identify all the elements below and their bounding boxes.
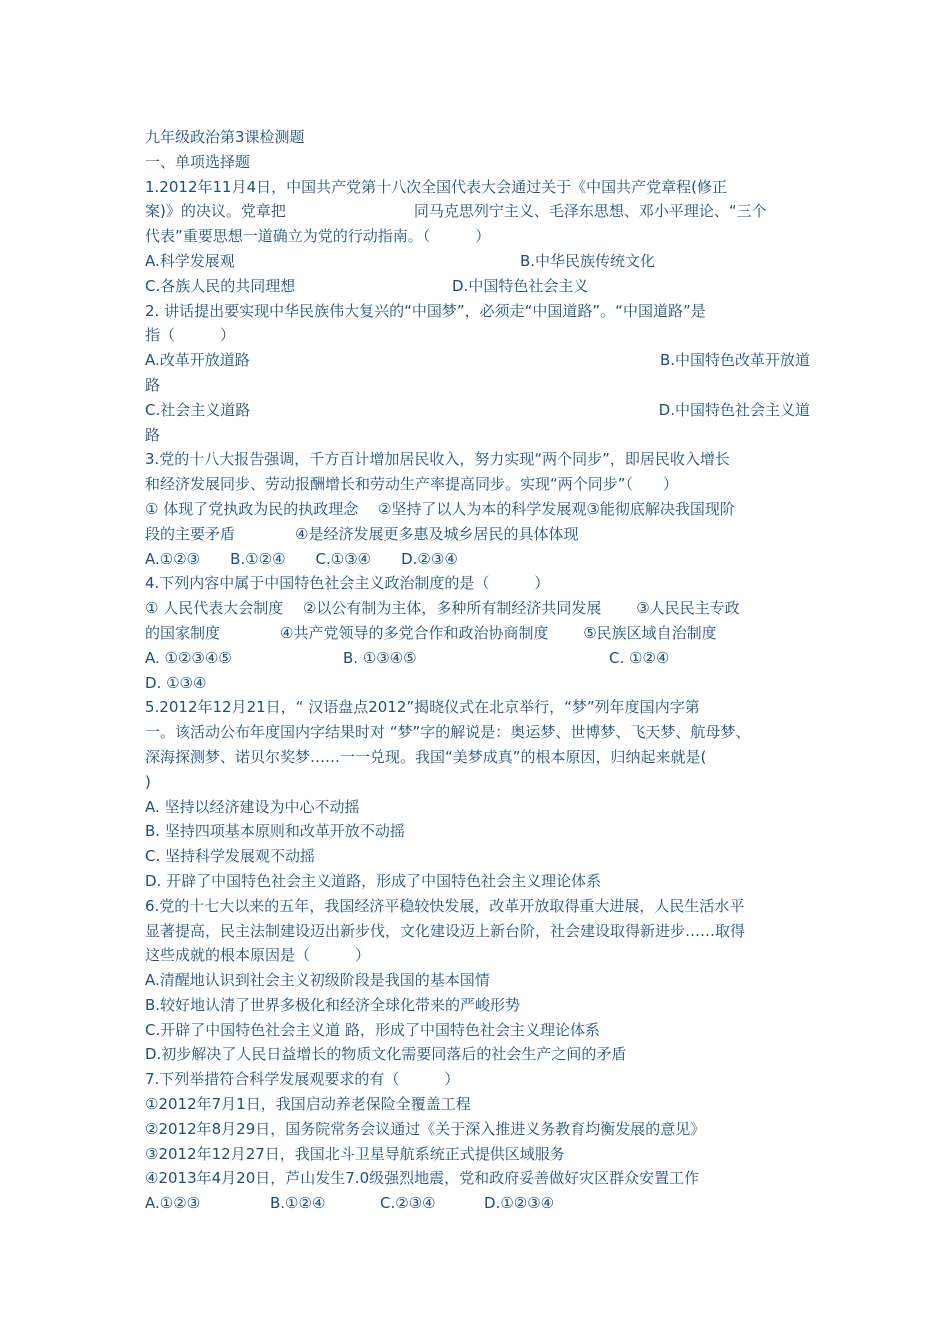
q6-option-d: D.初步解决了人民日益增长的物质文化需要同落后的社会生产之间的矛盾 [145,1045,627,1064]
q1-options-cd [145,274,810,299]
q4-options-abc [145,646,810,671]
q2-option-b-wrap: 路 [145,375,161,394]
q2-option-d: D.中国特色社会主义道 [658,400,810,419]
q5-stem: 5.2012年12月21日，“ 汉语盘点2012”揭晓仪式在北京举行，“梦”列年度国内字第 [145,698,700,717]
q5-stem-4: ) [145,772,151,791]
q4-option-c: C. ①②④ [609,648,670,667]
q2-options-cd [145,398,810,423]
q5-option-d: D. 开辟了中国特色社会主义道路，形成了中国特色社会主义理论体系 [145,871,602,890]
q4-option-a: A. ①②③④⑤ [145,648,232,667]
q5-option-a: A. 坚持以经济建设为中心不动摇 [145,797,360,816]
document-page [145,125,810,1216]
q5-stem-2: 一。该活动公布年度国内字结果时对 “梦”字的解说是：奥运梦、世博梦、飞天梦、航母梦、 [145,723,751,742]
q1-stem: 1.2012年11月4日，中国共产党第十八次全国代表大会通过关于《中国共产党章程(修正 [145,177,727,196]
q2-option-b: B.中国特色改革开放道 [659,351,810,370]
q5-option-b: B. 坚持四项基本原则和改革开放不动摇 [145,822,405,841]
q6-stem-2: 显著提高，民主法制建设迈出新步伐，文化建设迈上新台阶，社会建设取得新进步……取得 [145,921,746,940]
q1-stem-3: 代表”重要思想一道确立为党的行动指南。（ ） [145,227,491,246]
q2-option-a: A.改革开放道路 [145,351,250,370]
q7-item-1: ①2012年7月1日，我国启动养老保险全覆盖工程 [145,1095,471,1114]
q1-option-c: C.各族人民的共同理想 [145,276,296,295]
q2-option-d-wrap: 路 [145,425,161,444]
q3-options [145,547,810,572]
q3-items: ① 体现了党执政为民的执政理念 ②坚持了以人为本的科学发展观③能彻底解决我国现阶 [145,499,735,518]
q2-stem: 2. 讲话提出要实现中华民族伟大复兴的“中国梦”，必须走“中国道路”。“中国道路”是 [145,301,706,320]
q6-option-c: C.开辟了中国特色社会主义道 路，形成了中国特色社会主义理论体系 [145,1020,601,1039]
q1-option-b: B.中华民族传统文化 [520,251,656,270]
q6-option-a: A.清醒地认识到社会主义初级阶段是我国的基本国情 [145,971,490,990]
q7-option-b: B.①②④ [270,1194,326,1213]
q3-stem-2: 和经济发展同步、劳动报酬增长和劳动生产率提高同步。实现“两个同步”（ ） [145,475,679,494]
q1-option-d: D.中国特色社会主义 [452,276,589,295]
q7-option-d: D.①②③④ [484,1194,555,1213]
q1-option-a: A.科学发展观 [145,251,235,270]
q5-option-c: C. 坚持科学发展观不动摇 [145,847,316,866]
q4-items-2: 的国家制度 ④共产党领导的多党合作和政治协商制度 ⑤民族区域自治制度 [145,623,717,642]
q4-items: ① 人民代表大会制度 ②以公有制为主体，多种所有制经济共同发展 ③人民民主专政 [145,599,740,618]
q4-stem: 4.下列内容中属于中国特色社会主义政治制度的是（ ） [145,574,550,593]
q7-option-c: C.②③④ [380,1194,436,1213]
q4-option-b: B. ①③④⑤ [343,648,417,667]
q3-items-2: 段的主要矛盾 ④是经济发展更多惠及城乡居民的具体体现 [145,524,579,543]
q4-option-d: D. ①③④ [145,673,207,692]
q2-options-ab [145,348,810,373]
q1-stem-2: 案)》的决议。党章把 同马克思列宁主义、毛泽东思想、邓小平理论、“三个 [145,202,767,221]
q6-option-b: B.较好地认清了世界多极化和经济全球化带来的严峻形势 [145,995,521,1014]
q6-stem: 6.党的十七大以来的五年，我国经济平稳较快发展，改革开放取得重大进展，人民生活水平 [145,896,745,915]
q5-stem-3: 深海探测梦、诺贝尔奖梦……一一兑现。我国“美梦成真”的根本原因，归纳起来就是( [145,747,707,766]
q3-stem: 3.党的十八大报告强调，千方百计增加居民收入，努力实现“两个同步”，即居民收入增长 [145,450,730,469]
q3-option-c: C.①③④ [315,549,372,568]
q7-item-4: ④2013年4月20日，芦山发生7.0级强烈地震，党和政府妥善做好灾区群众安置工作 [145,1169,700,1188]
q1-options-ab [145,249,810,274]
q2-option-c: C.社会主义道路 [145,400,251,419]
q3-option-d: D.②③④ [401,549,458,568]
doc-title: 九年级政治第3课检测题 [145,128,305,146]
q7-item-3: ③2012年12月27日，我国北斗卫星导航系统正式提供区域服务 [145,1144,565,1163]
q3-option-a: A.①②③ [145,549,201,568]
q7-stem: 7.下列举措符合科学发展观要求的有（ ） [145,1070,460,1089]
q7-options [145,1191,810,1216]
q3-option-b: B.①②④ [230,549,286,568]
section-heading: 一、单项选择题 [145,152,251,171]
q7-item-2: ②2012年8月29日，国务院常务会议通过《关于深入推进义务教育均衡发展的意见》 [145,1119,706,1138]
q6-stem-3: 这些成就的根本原因是（ ） [145,946,371,965]
q7-option-a: A.①②③ [145,1194,201,1213]
q2-stem-2: 指（ ） [145,326,236,345]
